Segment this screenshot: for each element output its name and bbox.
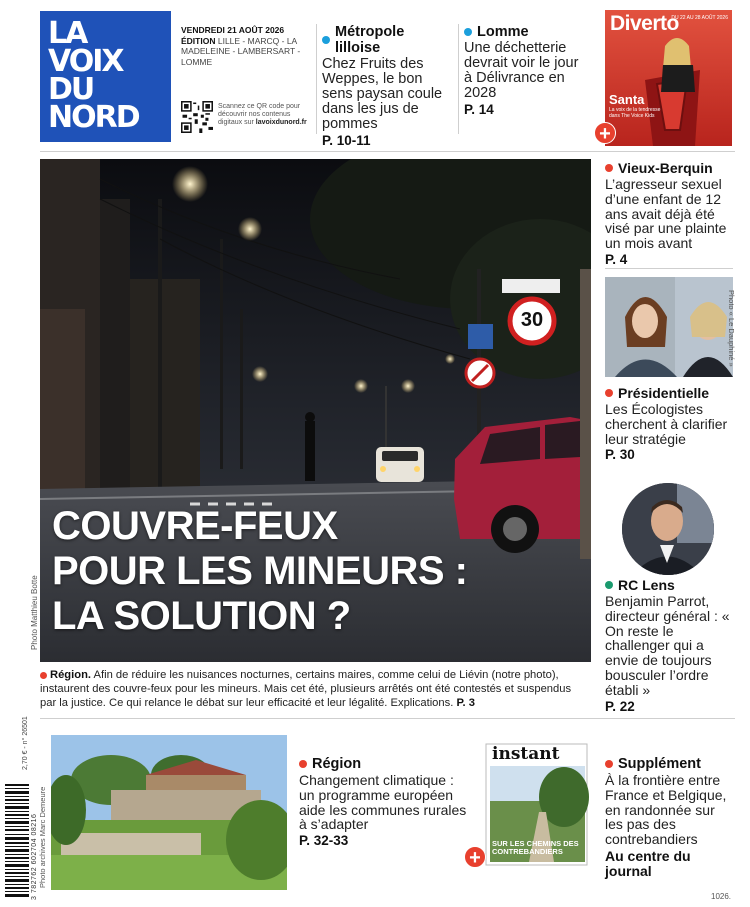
qr-caption bbox=[218, 103, 313, 127]
supplement-location: Au centre du journal bbox=[605, 847, 691, 879]
teaser-region[interactable] bbox=[299, 756, 469, 848]
region-photo-art bbox=[51, 735, 287, 890]
teaser-tag bbox=[605, 756, 733, 772]
page-ref: P. 14 bbox=[464, 102, 494, 117]
teaser-tag-text: Région bbox=[312, 756, 362, 772]
headline-line: POUR LES MINEURS : bbox=[52, 549, 468, 593]
diverto-magazine-cover[interactable] bbox=[605, 10, 732, 146]
teaser-tag bbox=[605, 160, 735, 176]
qr-code-icon[interactable] bbox=[181, 101, 213, 133]
page-ref: P. 22 bbox=[605, 698, 635, 714]
qr-text: Scannez ce QR code pour découvrir nos contenus digitaux sur bbox=[218, 103, 301, 126]
teaser-presidentielle[interactable] bbox=[605, 385, 735, 462]
divider bbox=[40, 718, 735, 719]
bullet-dot-icon bbox=[322, 36, 330, 44]
logo-line: NORD bbox=[48, 100, 139, 135]
teaser-tag bbox=[464, 24, 586, 40]
diverto-caption: La voix de la tendresse dans The Voice Kids bbox=[609, 107, 661, 119]
teaser-tag-text: RC Lens bbox=[618, 577, 675, 593]
page-code: 1026. bbox=[711, 892, 732, 901]
teaser-tag-text: Présidentielle bbox=[618, 385, 710, 401]
teaser-body: Chez Fruits des Weppes, le bon sens paysan coule dans les jus de pommes bbox=[322, 56, 443, 132]
headline-line: LA SOLUTION ? bbox=[52, 594, 351, 638]
headline-line: COUVRE-FEUX bbox=[52, 504, 338, 548]
teaser-body: Une déchetterie devrait voir le jour à Délivrance en 2028 bbox=[464, 40, 579, 101]
teaser-tag-text: Supplément bbox=[618, 756, 701, 772]
presidentielle-photo-art bbox=[605, 277, 733, 377]
teaser-tag-text: Vieux-Berquin bbox=[618, 160, 713, 176]
speed-sign-text: 30 bbox=[520, 309, 544, 331]
price-label: 2,70 € - n° 26501 bbox=[22, 716, 29, 770]
edition-label: ÉDITION bbox=[181, 35, 216, 46]
edition-places: LILLE - MARCQ - LA MADELEINE - LAMBERSART - LOMME bbox=[181, 35, 301, 67]
page-ref: P. 32-33 bbox=[299, 833, 349, 849]
main-lead[interactable] bbox=[40, 668, 590, 710]
portrait-art bbox=[622, 483, 714, 575]
diverto-title: Diverto bbox=[610, 12, 679, 35]
lead-text: Afin de réduire les nuisances nocturnes, certains maires, comme celui de Liévin (notre photo), instaurent des couvre-feux pour les mineurs. Mais cet été, plusieurs arrêtés ont été contestés et suspendus par la justice. Ce qui relance le débat sur leur efficacité et leur légalité. Explications. bbox=[40, 669, 572, 709]
bullet-dot-icon bbox=[605, 164, 613, 172]
instant-cover-text: SUR LES CHEMINS DES CONTREBANDIERS bbox=[492, 839, 579, 856]
teaser-body: L’agresseur sexuel d’une enfant de 12 ans avait déjà été visé par une plainte un mois avant bbox=[605, 176, 727, 252]
main-headline[interactable] bbox=[52, 504, 582, 639]
divider bbox=[40, 151, 735, 152]
photo-credit: Photo Matthieu Botte bbox=[30, 575, 39, 650]
bullet-dot-icon bbox=[605, 389, 613, 397]
logo-line: DU bbox=[48, 72, 94, 107]
region-photo[interactable] bbox=[51, 735, 287, 890]
teaser-tag-text: Lomme bbox=[477, 24, 529, 40]
teaser-vieux-berquin[interactable] bbox=[605, 160, 735, 267]
divider bbox=[316, 24, 317, 134]
diverto-subtitle: Santa bbox=[609, 92, 645, 107]
issue-date: VENDREDI 21 AOÛT 2026 bbox=[181, 25, 285, 35]
photo-credit: Photo archives Marc Demeure bbox=[38, 786, 47, 888]
teaser-tag bbox=[605, 385, 735, 401]
diverto-date: DU 22 AU 28 AOÛT 2026 bbox=[671, 15, 728, 21]
teaser-body: Les Écologistes cherchent à clarifier leur stratégie bbox=[605, 401, 728, 447]
rc-lens-portrait[interactable] bbox=[622, 483, 714, 575]
teaser-rc-lens[interactable] bbox=[605, 577, 735, 714]
teaser-tag bbox=[299, 756, 469, 772]
divider bbox=[605, 268, 733, 269]
lead-page: P. 3 bbox=[456, 697, 475, 709]
teaser-metropole[interactable] bbox=[322, 24, 452, 148]
main-photo[interactable] bbox=[40, 159, 591, 662]
diverto-plus-icon[interactable]: + bbox=[594, 122, 616, 144]
bullet-dot-icon bbox=[605, 581, 613, 589]
teaser-body: Changement climatique : un programme européen aide les communes rurales à s’adapter bbox=[299, 772, 467, 833]
teaser-lomme[interactable] bbox=[464, 24, 586, 117]
divider bbox=[458, 24, 459, 134]
teaser-body: Benjamin Parrot, directeur général : « On reste le challenger qui a envie de toujours bousculer l’ordre établi » bbox=[605, 593, 730, 698]
teaser-supplement[interactable] bbox=[605, 756, 733, 879]
instant-plus-icon[interactable]: + bbox=[464, 846, 486, 868]
teaser-body: À la frontière entre France et Belgique, en randonnée sur les pas des contrebandiers bbox=[605, 772, 727, 848]
qr-url[interactable]: lavoixdunord.fr bbox=[255, 119, 307, 126]
instant-magazine-cover[interactable] bbox=[484, 742, 589, 867]
logo-line: LA bbox=[48, 16, 87, 51]
teaser-tag-text: Métropole lilloise bbox=[335, 24, 405, 56]
teaser-tag bbox=[605, 577, 735, 593]
teaser-tag bbox=[322, 24, 452, 56]
photo-credit: Photo « Le Dauphiné » bbox=[727, 290, 736, 367]
presidentielle-photo[interactable] bbox=[605, 277, 733, 377]
bullet-dot-icon bbox=[464, 28, 472, 36]
page-ref: P. 10-11 bbox=[322, 133, 371, 148]
instant-title: instant bbox=[492, 744, 560, 764]
edition-info bbox=[181, 25, 306, 67]
bullet-dot-icon bbox=[40, 672, 47, 679]
lead-tag: Région. bbox=[50, 669, 92, 681]
barcode-icon bbox=[5, 784, 29, 899]
bullet-dot-icon bbox=[605, 760, 613, 768]
masthead-logo[interactable] bbox=[40, 11, 171, 142]
page-ref: P. 4 bbox=[605, 251, 628, 267]
barcode-number: 3 782762 602704 08216 bbox=[31, 813, 38, 900]
page-ref: P. 30 bbox=[605, 447, 635, 463]
logo-line: VOIX bbox=[48, 44, 123, 79]
bullet-dot-icon bbox=[299, 760, 307, 768]
